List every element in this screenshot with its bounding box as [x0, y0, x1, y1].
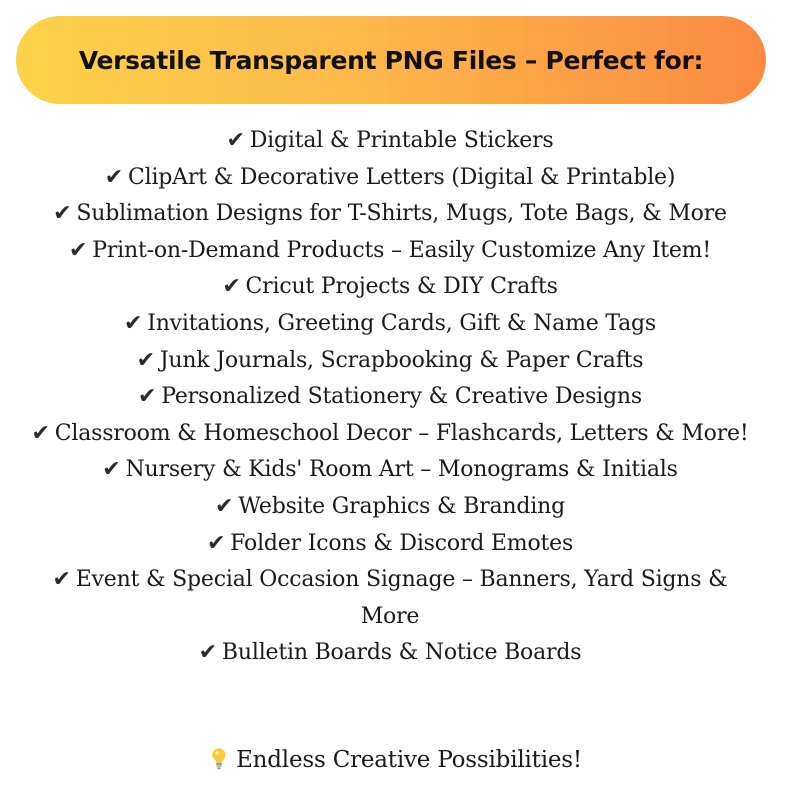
header-banner: [16, 16, 766, 104]
check-mark-icon: ✔: [198, 640, 217, 666]
feature-item-label: Cricut Projects & DIY Crafts: [245, 274, 558, 300]
feature-item: [20, 635, 760, 672]
feature-item: [20, 452, 760, 489]
feature-item-label: Nursery & Kids' Room Art – Monograms & Initials: [125, 457, 678, 483]
check-mark-icon: ✔: [215, 493, 234, 519]
feature-item: [20, 269, 760, 306]
feature-item: [20, 233, 760, 270]
footer-text: Endless Creative Possibilities!: [236, 747, 582, 773]
light-bulb-icon: [212, 748, 226, 770]
check-mark-icon: ✔: [69, 237, 88, 263]
feature-item: [20, 343, 760, 380]
check-mark-icon: ✔: [123, 310, 143, 336]
check-mark-icon: ✔: [53, 201, 72, 227]
feature-item-label: Bulletin Boards & Notice Boards: [221, 640, 582, 666]
check-mark-icon: ✔: [104, 164, 123, 190]
header-title: Versatile Transparent PNG Files – Perfect for:: [78, 45, 704, 75]
check-mark-icon: ✔: [206, 530, 226, 556]
feature-item-label: Event & Special Occasion Signage – Banners, Yard Signs & More: [75, 567, 728, 629]
feature-item-label: Digital & Printable Stickers: [249, 128, 554, 153]
feature-item: [20, 416, 760, 453]
footer-line: [0, 742, 794, 778]
feature-item: [20, 306, 760, 343]
feature-item-label: Website Graphics & Branding: [238, 493, 565, 519]
feature-list: [20, 123, 760, 672]
check-mark-icon: ✔: [102, 457, 121, 483]
check-mark-icon: ✔: [52, 567, 71, 593]
feature-item: [20, 160, 760, 197]
feature-item-label: Folder Icons & Discord Emotes: [230, 530, 574, 556]
check-mark-icon: ✔: [136, 347, 155, 373]
feature-item: [20, 123, 760, 160]
feature-item: [20, 379, 760, 416]
feature-item-label: Invitations, Greeting Cards, Gift & Name Tags: [147, 310, 657, 336]
feature-item-label: Sublimation Designs for T-Shirts, Mugs, Tote Bags, & More: [76, 201, 727, 227]
feature-item: [20, 562, 760, 635]
check-mark-icon: ✔: [138, 384, 157, 410]
feature-item-label: Junk Journals, Scrapbooking & Paper Crafts: [159, 347, 644, 373]
feature-item-label: Personalized Stationery & Creative Designs: [161, 384, 642, 410]
feature-item-label: Print-on-Demand Products – Easily Customize Any Item!: [92, 237, 711, 263]
feature-item: [20, 196, 760, 233]
feature-item: [20, 526, 760, 563]
check-mark-icon: ✔: [31, 420, 50, 446]
feature-item-label: Classroom & Homeschool Decor – Flashcards, Letters & More!: [54, 420, 749, 446]
feature-item-label: ClipArt & Decorative Letters (Digital & Printable): [127, 164, 676, 190]
check-mark-icon: ✔: [222, 274, 241, 300]
feature-item: [20, 489, 760, 526]
check-mark-icon: ✔: [226, 128, 245, 153]
